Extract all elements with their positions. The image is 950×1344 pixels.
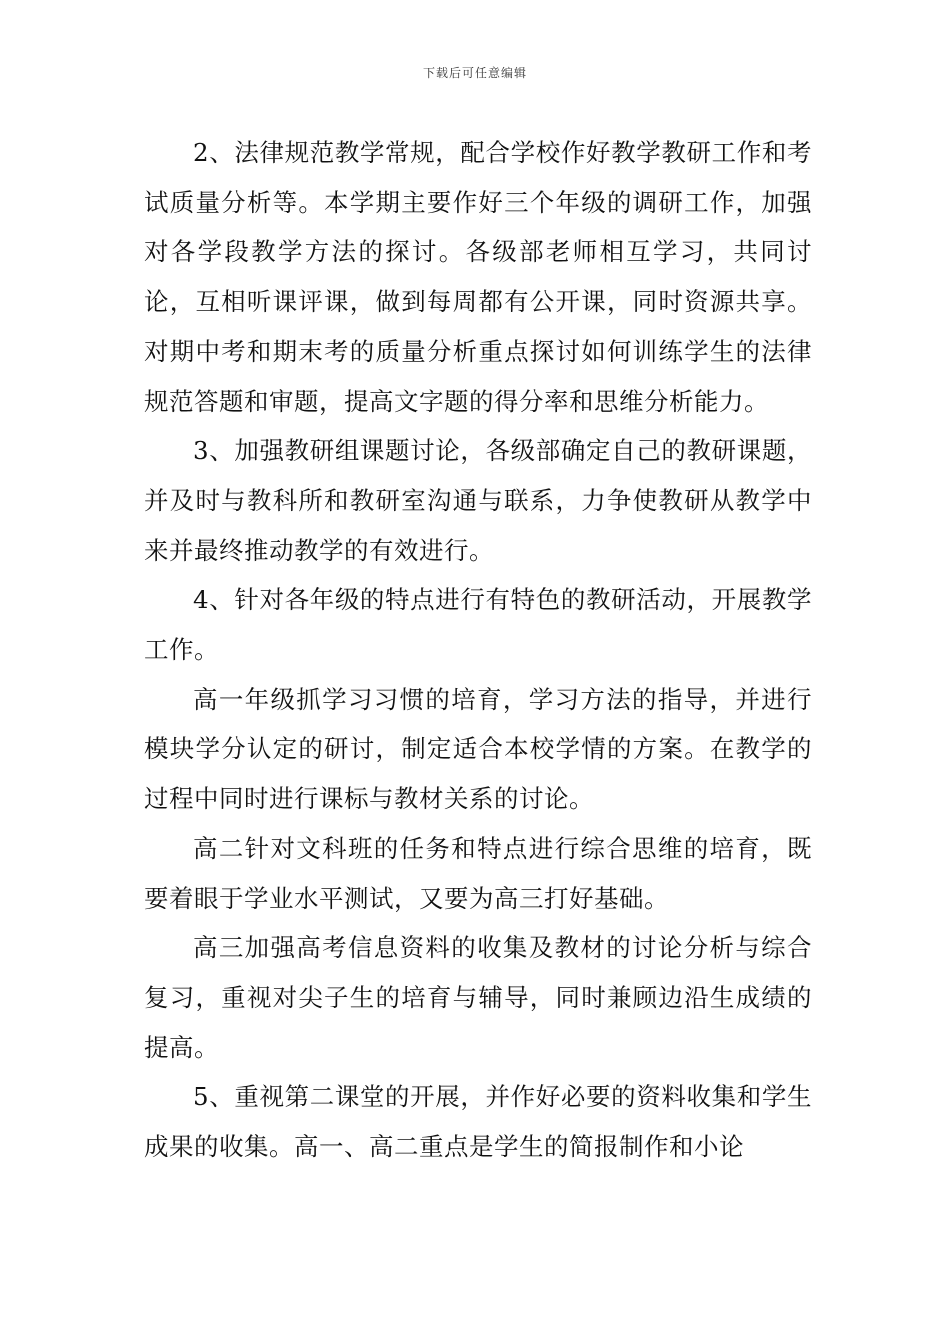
paragraph-item-3: 3、加强教研组课题讨论，各级部确定自己的教研课题，并及时与教科所和教研室沟通与联系，力争使教研从教学中来并最终推动教学的有效进行。 bbox=[144, 436, 812, 565]
page-header: 下载后可任意编辑 bbox=[422, 66, 527, 80]
paragraph-grade-two: 高二针对文科班的任务和特点进行综合思维的培育，既要着眼于学业水平测试，又要为高三打好基础。 bbox=[144, 833, 812, 913]
paragraph-grade-three: 高三加强高考信息资料的收集及教材的讨论分析与综合复习，重视对尖子生的培育与辅导，同时兼顾边沿生成绩的提高。 bbox=[144, 933, 812, 1062]
paragraph-item-5: 5、重视第二课堂的开展，并作好必要的资料收集和学生成果的收集。高一、高二重点是学生的简报制作和小论 bbox=[144, 1082, 812, 1162]
document-body bbox=[144, 128, 812, 1172]
paragraph-item-2: 2、法律规范教学常规，配合学校作好教学教研工作和考试质量分析等。本学期主要作好三个年级的调研工作，加强对各学段教学方法的探讨。各级部老师相互学习，共同讨论，互相听课评课，做到每周都有公开课，同时资源共享。对期中考和期末考的质量分析重点探讨如何训练学生的法律规范答题和审题，提高文字题的得分率和思维分析能力。 bbox=[144, 138, 812, 416]
paragraph-grade-one: 高一年级抓学习习惯的培育，学习方法的指导，并进行模块学分认定的研讨，制定适合本校学情的方案。在教学的过程中同时进行课标与教材关系的讨论。 bbox=[144, 684, 812, 814]
paragraph-item-4: 4、针对各年级的特点进行有特色的教研活动，开展教学工作。 bbox=[144, 585, 812, 665]
